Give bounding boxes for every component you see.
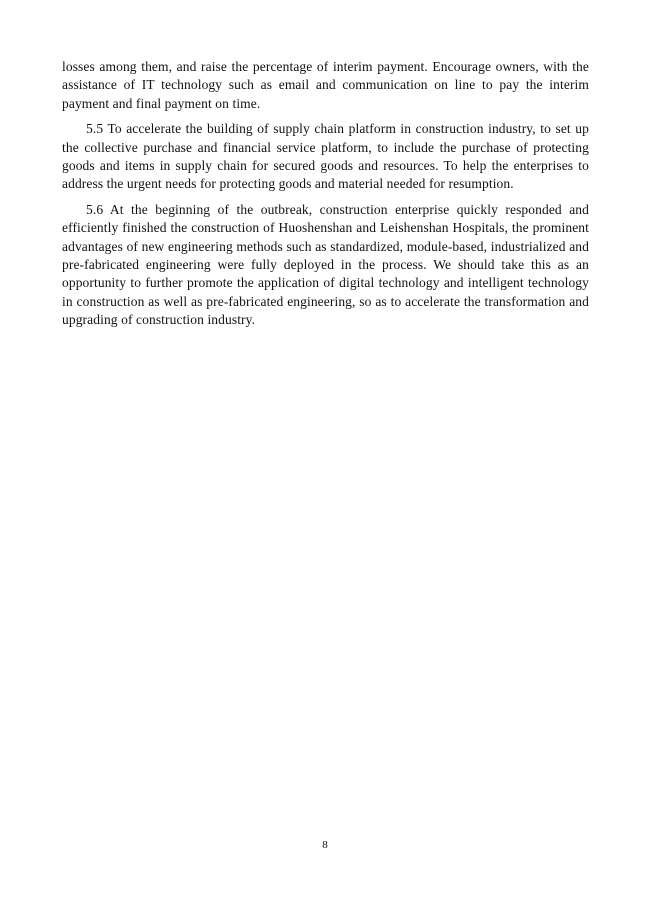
paragraph-section-5-5: 5.5 To accelerate the building of supply chain platform in construction industry, to set up the collective purchase and financial service platform, to include the purchase of protecting goods and items in supply chain for secured goods and resources. To help the enterprises to address the urgent needs for protecting goods and material needed for resumption. <box>62 121 589 192</box>
page-body <box>62 58 589 337</box>
paragraph-payment-continuation: losses among them, and raise the percentage of interim payment. Encourage owners, with the assistance of IT technology such as email and communication on line to pay the interim payment and final payment on time. <box>62 59 589 111</box>
paragraph-section-5-6: 5.6 At the beginning of the outbreak, construction enterprise quickly responded and efficiently finished the construction of Huoshenshan and Leishenshan Hospitals, the prominent advantages of new engineering methods such as standardized, module-based, industrialized and pre-fabricated engineering were fully deployed in the process. We should take this as an opportunity to further promote the application of digital technology and intelligent technology in construction as well as pre-fabricated engineering, so as to accelerate the transformation and upgrading of construction industry. <box>62 201 589 328</box>
page-number: 8 <box>322 839 328 851</box>
